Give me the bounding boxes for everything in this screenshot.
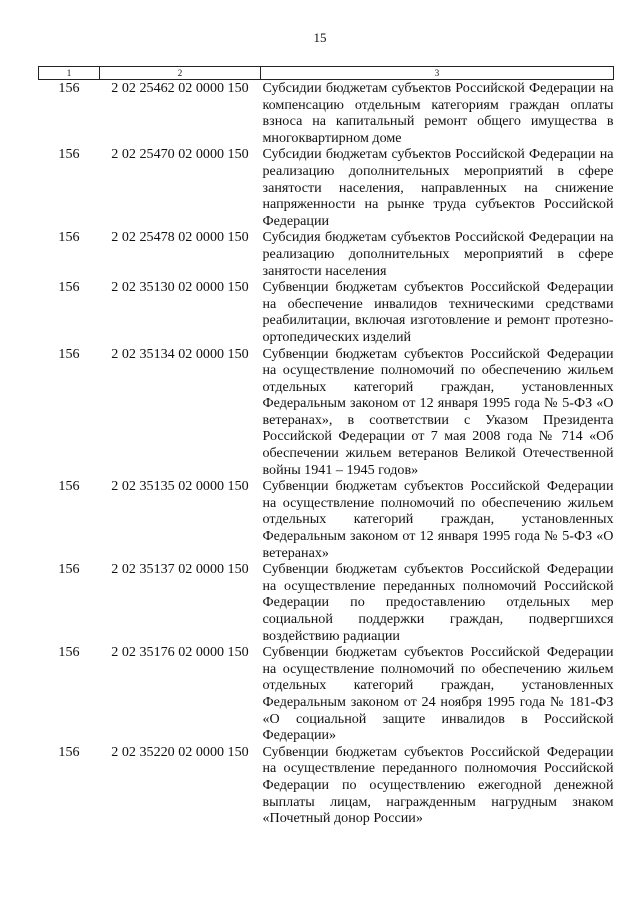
table-row (39, 478, 614, 561)
description-cell: Субвенции бюджетам субъектов Российской Федерации на осуществление полномочий по обеспечению жильем отдельных категорий граждан, установленных Федеральным законом от 12 января 1995 года № 5-ФЗ «О ветеранах», в соответствии с Указом Президента Российской Федерации от 7 мая 2008 года № 714 «Об обеспечении жильем ветеранов Великой Отечественной войны 1941 – 1945 годов» (262, 345, 614, 478)
column-header-2: 2 (100, 67, 261, 80)
revenue-code-cell: 2 02 35220 02 0000 150 (111, 743, 249, 760)
admin-code-cell: 156 (58, 743, 80, 760)
table-header (39, 67, 614, 80)
column-header-3: 3 (261, 67, 614, 80)
revenue-code-cell: 2 02 25478 02 0000 150 (111, 229, 249, 246)
admin-code-cell: 156 (58, 478, 80, 495)
revenue-code-cell: 2 02 35137 02 0000 150 (111, 561, 249, 578)
revenue-code-cell: 2 02 35135 02 0000 150 (111, 478, 249, 495)
table-row (39, 80, 614, 147)
table-row (39, 146, 614, 229)
admin-code-cell: 156 (58, 146, 80, 163)
table-row (39, 644, 614, 744)
table-body (39, 80, 614, 827)
revenue-code-cell: 2 02 35134 02 0000 150 (111, 345, 249, 362)
revenue-code-cell: 2 02 35176 02 0000 150 (111, 644, 249, 661)
description-cell: Субвенции бюджетам субъектов Российской Федерации на осуществление переданных полномочий Российской Федерации по предоставлению отдельных мер социальной поддержки граждан, подвергшихся воздействию радиации (262, 561, 614, 644)
description-cell: Субвенции бюджетам субъектов Российской Федерации на осуществление полномочий по обеспечению жильем отдельных категорий граждан, установленных Федеральным законом от 24 ноября 1995 года № 181-ФЗ «О социальной защите инвалидов в Российской Федерации» (262, 644, 614, 744)
table-header-row (39, 67, 614, 80)
table-row (39, 346, 614, 479)
description-cell: Субсидии бюджетам субъектов Российской Федерации на компенсацию отдельным категориям граждан оплаты взноса на капитальный ремонт общего имущества в многоквартирном доме (262, 80, 614, 146)
page-number: 15 (313, 30, 327, 45)
description-cell: Субсидия бюджетам субъектов Российской Федерации на реализацию дополнительных мероприятий в сфере занятости населения (262, 229, 614, 279)
table-row (39, 744, 614, 827)
description-cell: Субвенции бюджетам субъектов Российской Федерации на осуществление полномочий по обеспечению жильем отдельных категорий граждан, установленных Федеральным законом от 12 января 1995 года № 5-ФЗ «О ветеранах» (262, 478, 614, 561)
admin-code-cell: 156 (58, 561, 80, 578)
description-cell: Субсидии бюджетам субъектов Российской Федерации на реализацию дополнительных мероприятий в сфере занятости населения, направленных на снижение напряженности на рынке труда субъектов Российской Федерации (262, 146, 614, 229)
admin-code-cell: 156 (58, 229, 80, 246)
table-row (39, 229, 614, 279)
admin-code-cell: 156 (58, 644, 80, 661)
description-cell: Субвенции бюджетам субъектов Российской Федерации на обеспечение инвалидов техническими средствами реабилитации, включая изготовление и ремонт протезно-ортопедических изделий (262, 279, 614, 345)
admin-code-cell: 156 (58, 345, 80, 362)
description-cell: Субвенции бюджетам субъектов Российской Федерации на осуществление переданного полномочия Российской Федерации по осуществлению ежегодной денежной выплаты лицам, награжденным нагрудным знаком «Почетный донор России» (262, 743, 614, 827)
table-row (39, 279, 614, 345)
table-row (39, 561, 614, 644)
revenue-code-cell: 2 02 35130 02 0000 150 (111, 279, 249, 296)
admin-code-cell: 156 (58, 279, 80, 296)
revenue-code-cell: 2 02 25470 02 0000 150 (111, 146, 249, 163)
column-header-1: 1 (39, 67, 100, 80)
revenue-code-cell: 2 02 25462 02 0000 150 (111, 80, 249, 96)
revenue-codes-table (38, 66, 614, 827)
admin-code-cell: 156 (58, 80, 80, 96)
